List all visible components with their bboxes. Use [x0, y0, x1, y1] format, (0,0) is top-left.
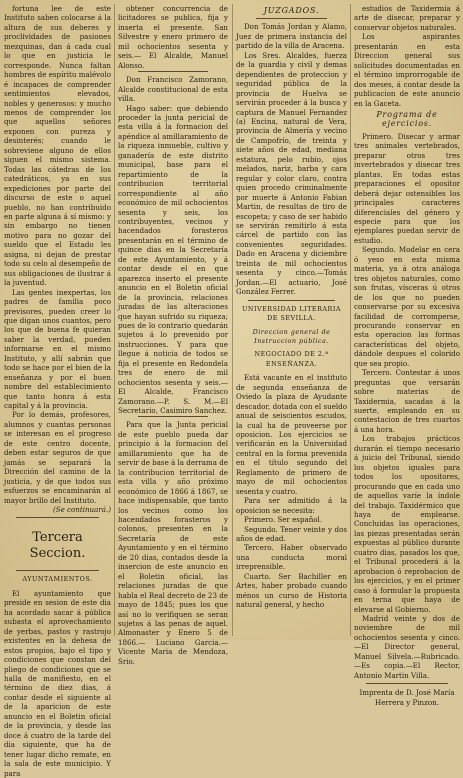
column-divider [114, 4, 115, 636]
divider [16, 517, 99, 518]
paragraph: Segundo. Modelar en cera ó yeso en esta misma materia, ya á otra análoga tres objetos naturales, como son frutas, vísceras ú otros de los que no pueden conservarse por su excesiva facilidad de corromperse, procurando conservar en esta operacion las formas características del objeto, dándole despues el colorido que sea propio. [354, 245, 460, 368]
paragraph: Cuarto. Ser Bachiller en Artes, haber probado cuando ménos un curso de Historia natural general, y hecho [236, 571, 347, 610]
negociado-heading: NEGOCIADO DE 2.ª ENSEÑANZA. [254, 350, 329, 368]
paragraph: Las gentes inexpertas, los padres de familia poco previsores, pueden creer lo que digan unos cuantos, pero los que de buena fe quieran saber la verdad, pueden informarse en el mismo Instituto, y allí sabrán que todo se hace por el bien de la enseñanza y por el buen nombre del establecimiento que tanto honra á esta capital y á la provincia. [4, 287, 111, 411]
column-divider [350, 4, 351, 636]
paragraph: estudios de Taxidermia á arte de disecar, preparar y conservar objetos naturales. [354, 4, 460, 32]
column-3 [236, 4, 347, 636]
paragraph: Hago saber: que debiendo proceder la junta pericial de esta villa á la formacion del apéndice al amillaramiento de la riqueza inmueble, cultivo y ganadería de este distrito municipal, base para el repartimiento de la contribucion territorial correspondiente al año económico de mil ochocientos sesenta y seis, los contribuyentes, vecinos y hacendados forasteros presentarán en el término de quince dias en la Secretaría de este Ayuntamiento, y á contar desde el en que aparezca inserto el presente anuncio en el Boletin oficial de la provincia, relaciones juradas de las alteraciones que hayan sufrido su riqueza; pues de lo contrario quedarán sujetos á lo prevenido por instrucciones. Y para que llegue á noticia de todos se fija el presente en Redondela tres de enero de mil ochocientos sesenta y seis.— El Alcalde, Francisco Zamorano.—P. S. M.—El Secretario, Casimiro Sanchez. [118, 103, 228, 416]
column-4 [354, 4, 460, 707]
paragraph: El ayuntamiento que preside en sesion de este dia ha acordado sacar á pública subasta el aprovechamiento de yerbas, pastos y rastrojo existentes en la dehesa de estos propios, bajo el tipo y condiciones que constan del pliego de condiciones que se halla de manifiesto, en el término de diez dias, á contar desde el siguiente al de la aparicion de este anuncio en el Boletin oficial de la provincia, y desde las doce á cuatro de la tarde del dia siguiente, que ha de tener lugar dicho remate, en la sala de este municipio. Y para [4, 588, 111, 778]
paragraph: obtener concurrencia de licitadores se publica, fija y inserta el presente. San Silvestre y enero primero de mil ochocientos sesenta y seis.— El Alcalde, Manuel Alonso. [118, 4, 228, 70]
column-divider [232, 4, 233, 636]
paragraph: fortuna lee de este Instituto saben colocarse á la altura de sus deberes y proclividades de pasiones mezquinas, dan á cada cual lo que en justicia le corresponde. Nunca faltan hombres de espíritu malévolo é incapaces de comprender sentimientos elevados, nobles y generosos: y mucho menos de comprender los que aquellos señores exponen con pureza y desinterés; cuando le sobreviene alguno de ellos siguen el mismo sistema. Todas las cátedras de los catedráticos, ya en sus expediciones por parte del discurso de este o aquel pueblo, no han contribuido en parte alguna á sí mismo: y sin embargo no tienen motivo para no gozar del sueldo que el Estado les asigna, ni dejan de prestar todo su celo al desempeño de sus obligaciones de ilustrar á la juventud. [4, 4, 111, 288]
column-1 [4, 4, 111, 778]
direction-subtitle: Direccion general de Instruccion pública. [252, 327, 331, 345]
paragraph: Los trabajos prácticos durarán el tiempo necesario á juicio del Tribunal, siendo los objetos iguales para todos los opositores, procurando que en cada uno de aquellos varíe la índole del trabajo. Taxidérmico que haya de emplearse. Concluidas las operaciones, las piezas presentadas serán expuestas al público durante cuatro dias, pasados los que, el Tribunal procederá á la aprobacion ó reprobacion de los ejercicios, y en el primer caso á formular la propuesta en terna que haya de elevarse al Gobierno. [354, 434, 460, 614]
continued-note: (Se continuará.) [52, 505, 111, 515]
paragraph: Está vacante en el instituto de segunda enseñanza de Oviedo la plaza de Ayudante descador, dotada con el sueldo anual de seiscientos escudos, la cual ha de proveerse por oposicion. Los ejercicios se verificarán en la Universidad central en la forma prevenida en el título segundo del Reglamento de primero de mayo de mil ochocientos sesenta y cuatro. [236, 373, 347, 496]
paragraph: Don Tomás Jordan y Alamo, Juez de primera instancia del partido de la villa de Aracena. [236, 22, 347, 51]
paragraph: Primero. Ser español. [244, 515, 323, 525]
program-title: Programa de ejercicios. [376, 109, 438, 129]
divider [138, 71, 208, 72]
paragraph: Segundo. Tener veinte y dos años de edad. [236, 524, 347, 544]
column-2 [118, 4, 228, 666]
paragraph: Primero. Disecar y armar tres animales vertebrados, preparar otros tres invertebrados y disecar tres plantas. En todas estas preparaciones el opositor deberá dejar ostensibles los principales caracteres diferenciales del género y especie para que los ejemplares puedan servir de estudio. [354, 131, 460, 245]
divider [16, 570, 99, 571]
section-title: Tercera Seccion. [29, 530, 86, 562]
divider [256, 18, 327, 19]
paragraph: Don Francisco Zamorano, Alcalde constitucional de esta villa. [118, 75, 228, 104]
university-title: UNIVERSIDAD LITERARIA DE SEVILLA. [242, 304, 341, 323]
paragraph: Tercero. Contestar á unos preguntas que versarán sobre materias de Taxidermia, sacadas á la suerte, empleando en su contestacion de tres cuartos á una hora. [354, 368, 460, 434]
paragraph: Los aspirantes presentarán en esta Direccion general sus solicitudes documentadas en el término improrrogable de dos meses, á contar desde la publicacion de este anuncio en la Gaceta. [354, 32, 460, 108]
divider [248, 300, 335, 301]
juzgados-title: JUZGADOS. [263, 6, 320, 15]
divider [138, 416, 208, 417]
paragraph: Los Sres. Alcaldes, fuerza de la guardia y civil y demas dependientes de proteccion y seguridad pública de la provincia de Huelva se servirán proceder á la busca y captura de Manuel Fernandez (a) Encina, natural de Vera, provincia de Almería y vecino de Campofrío, de treinta y siete años de edad, mediana estatura, pelo rubio, ojos melados, nariz, barba y cara regular y color claro, contra quien procedo criminalmente por muerte á Antonio Fabian Martin, de resultas de tiro de escopeta; y caso de ser habido se servirán remitirlo á esta cárcel de partido con las convenientes seguridades. Dado en Aracena y diciembre treinta de mil ochocientos sesenta y cinco.—Tomás Jordan.—El actuario, José González Ferrer. [236, 50, 347, 297]
paragraph: Tercero. Haber observado una conducta moral irreprensible. [236, 543, 347, 572]
paragraph: Madrid veinte y dos de noviembre de mil ochocientos sesenta y cinco.—El Director general, Manuel Silvela.—Rubricado.—Es copia.—El Rector, Antonio Martin Villa. [354, 614, 460, 680]
paragraph: Para que la Junta pericial de este pueblo pueda dar principio á la formacion del amillaramiento que ha de servir de base á la derrama de la contribucion territorial de esta villa y año próximo económico de 1866 á 1867, se hace indispensable, que tanto los vecinos como los hacendados forasteros y colonos, presenten en la Secretaría de este Ayuntamiento y en el término de 20 dias, contados desde la insercion de este anuncio en el Boletin oficial, las relaciones juradas de que habla el Real decreto de 23 de mayo de 1845; pues los que así no lo verifiquen se seran sujetos á las penas de aquel. Almonaster y Enero 5 de 1866.— Luciano Garcia.—Vicente Maria de Mendoza, Srio. [118, 420, 228, 666]
paragraph: Por lo demás, profesores, alumnos y cuantas personas se interesan en el progreso de este centro docente, deben estar seguros de que jamás se separará la Dirección del camino de la justicia, y de que todos sus esfuerzos se encaminarán al mayor brillo del Instituto. [4, 410, 111, 505]
printer-imprint: Imprenta de D. José María Herrera y Pinzon. [359, 688, 455, 707]
paragraph: Para ser admitido á la oposicion se necesita: [236, 496, 347, 515]
divider [366, 683, 448, 684]
subsection-heading: AYUNTAMIENTOS. [22, 575, 93, 584]
